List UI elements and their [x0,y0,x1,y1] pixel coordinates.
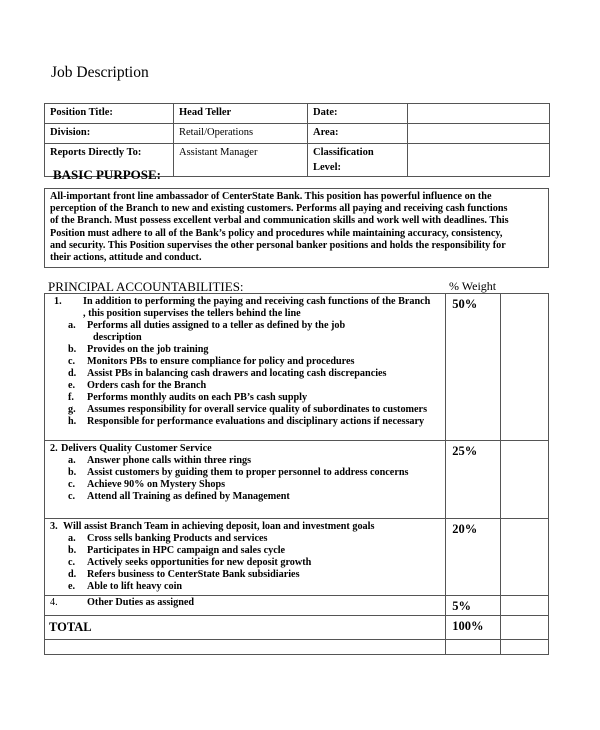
item-letter: e. [68,581,76,592]
accountability-line [45,569,445,581]
item-text: Assist customers by guiding them to proper personnel to address concerns [87,467,409,478]
info-row [45,124,550,144]
accountability-line [45,533,445,545]
blank-cell [500,294,548,441]
item-text: Achieve 90% on Mystery Shops [87,479,226,490]
accountability-line [45,320,445,332]
item-text: Actively seeks opportunities for new deposit growth [87,557,312,568]
item-letter: c. [68,491,76,502]
accountability-line [45,491,445,503]
item-letter: e. [68,380,76,391]
accountability-line [45,404,445,416]
accountability-description [45,519,446,596]
weight-cell: 25% [446,441,501,519]
item-letter: b. [68,344,77,355]
purpose-line: of the Branch. Must possess excellent verbal and communication skills and work well with deadlines. This [50,215,509,227]
accountability-line [45,455,445,467]
item-text: Performs monthly audits on each PB’s cash supply [87,392,308,403]
item-text: , this position supervises the tellers behind the line [83,308,301,319]
accountability-line [45,521,445,533]
accountability-row [45,596,549,616]
accountability-line [45,545,445,557]
item-letter: b. [68,545,77,556]
basic-purpose-box [44,188,549,268]
item-letter: c. [68,479,76,490]
accountability-line [45,332,445,344]
item-text: Will assist Branch Team in achieving deposit, loan and investment goals [63,521,375,532]
item-number: 3. [50,521,58,532]
item-text: Performs all duties assigned to a teller as defined by the job [87,320,346,331]
accountabilities-table [44,293,549,655]
accountability-line [45,467,445,479]
date-value [408,104,550,124]
item-text: In addition to performing the paying and receiving cash functions of the Branch [83,296,431,307]
area-label: Area: [308,124,408,144]
reports-to-value: Assistant Manager [174,144,308,177]
accountability-line [45,308,445,320]
total-row [45,616,549,640]
item-text: Answer phone calls within three rings [87,455,252,466]
purpose-line: their actions, attitude and conduct. [50,252,202,264]
item-letter: a. [68,533,76,544]
item-text: Assumes responsibility for overall service quality of subordinates to customers [87,404,428,415]
item-letter: c. [68,356,76,367]
accountability-line [45,597,445,609]
weight-cell: 50% [446,294,501,441]
accountability-description [45,441,446,519]
position-title-label: Position Title: [45,104,174,124]
purpose-line: perception of the Branch to new and existing customers. Performs all paying and receiving cash functions [50,203,508,215]
info-row [45,104,550,124]
accountability-row [45,441,549,519]
accountability-line [45,296,445,308]
accountability-line [45,380,445,392]
empty-cell [500,640,548,655]
date-label: Date: [308,104,408,124]
empty-cell [446,640,501,655]
blank-cell [500,596,548,616]
classification-label: Classification Level: [308,144,408,177]
item-letter: c. [68,557,76,568]
accountability-line [45,557,445,569]
item-letter: b. [68,467,77,478]
accountability-line [45,416,445,428]
accountability-line [45,443,445,455]
empty-cell [45,640,446,655]
accountability-line [45,356,445,368]
item-text: Cross sells banking Products and services [87,533,268,544]
item-letter: a. [68,320,76,331]
item-number: 2. [50,443,58,454]
accountability-line [45,581,445,593]
accountability-line [45,344,445,356]
item-letter: d. [68,569,77,580]
item-text: Delivers Quality Customer Service [61,443,212,454]
division-label: Division: [45,124,174,144]
item-text: Participates in HPC campaign and sales cycle [87,545,286,556]
area-value [408,124,550,144]
accountability-line [45,368,445,380]
accountability-row [45,294,549,441]
accountability-description [45,294,446,441]
classification-value [408,144,550,177]
item-text: Provides on the job training [87,344,209,355]
item-text: Attend all Training as defined by Management [87,491,290,502]
purpose-line: and security. This Position supervises the other personal banker positions and holds the responsibility for [50,239,506,251]
item-letter: a. [68,455,76,466]
weight-cell: 20% [446,519,501,596]
item-text: Other Duties as assigned [87,597,195,608]
principal-accountabilities-heading: PRINCIPAL ACCOUNTABILITIES: [48,279,244,294]
position-title-value: Head Teller [174,104,308,124]
blank-cell [500,441,548,519]
item-text: Monitors PBs to ensure compliance for policy and procedures [87,356,355,367]
division-value: Retail/Operations [174,124,308,144]
item-text: Refers business to CenterState Bank subsidiaries [87,569,300,580]
reports-to-label: Reports Directly To: [45,144,174,177]
item-text: Able to lift heavy coin [87,581,183,592]
weight-column-heading: % Weight [449,279,497,293]
blank-cell [500,519,548,596]
purpose-line: Position must adhere to all of the Bank’s policy and procedures while maintaining accuracy, consistency, [50,227,503,239]
item-number: 4. [50,597,58,608]
purpose-line: All-important front line ambassador of CenterState Bank. This position has powerful influence on the [50,191,492,202]
item-text: Orders cash for the Branch [87,380,207,391]
accountability-line [45,479,445,491]
info-table [44,103,550,177]
accountability-row [45,519,549,596]
accountability-line [45,392,445,404]
item-text: Responsible for performance evaluations and disciplinary actions if necessary [87,416,425,427]
basic-purpose-heading: BASIC PURPOSE: [53,167,161,182]
item-letter: d. [68,368,77,379]
item-number: 1. [54,296,62,307]
item-text: description [93,332,142,343]
empty-row [45,640,549,655]
item-letter: g. [68,404,76,415]
item-letter: f. [68,392,74,403]
total-label: TOTAL [45,616,446,640]
blank-cell [500,616,548,640]
item-text: Assist PBs in balancing cash drawers and locating cash discrepancies [87,368,387,379]
total-weight: 100% [446,616,501,640]
weight-cell: 5% [446,596,501,616]
accountability-description [45,596,446,616]
item-letter: h. [68,416,77,427]
document-title: Job Description [51,64,149,81]
